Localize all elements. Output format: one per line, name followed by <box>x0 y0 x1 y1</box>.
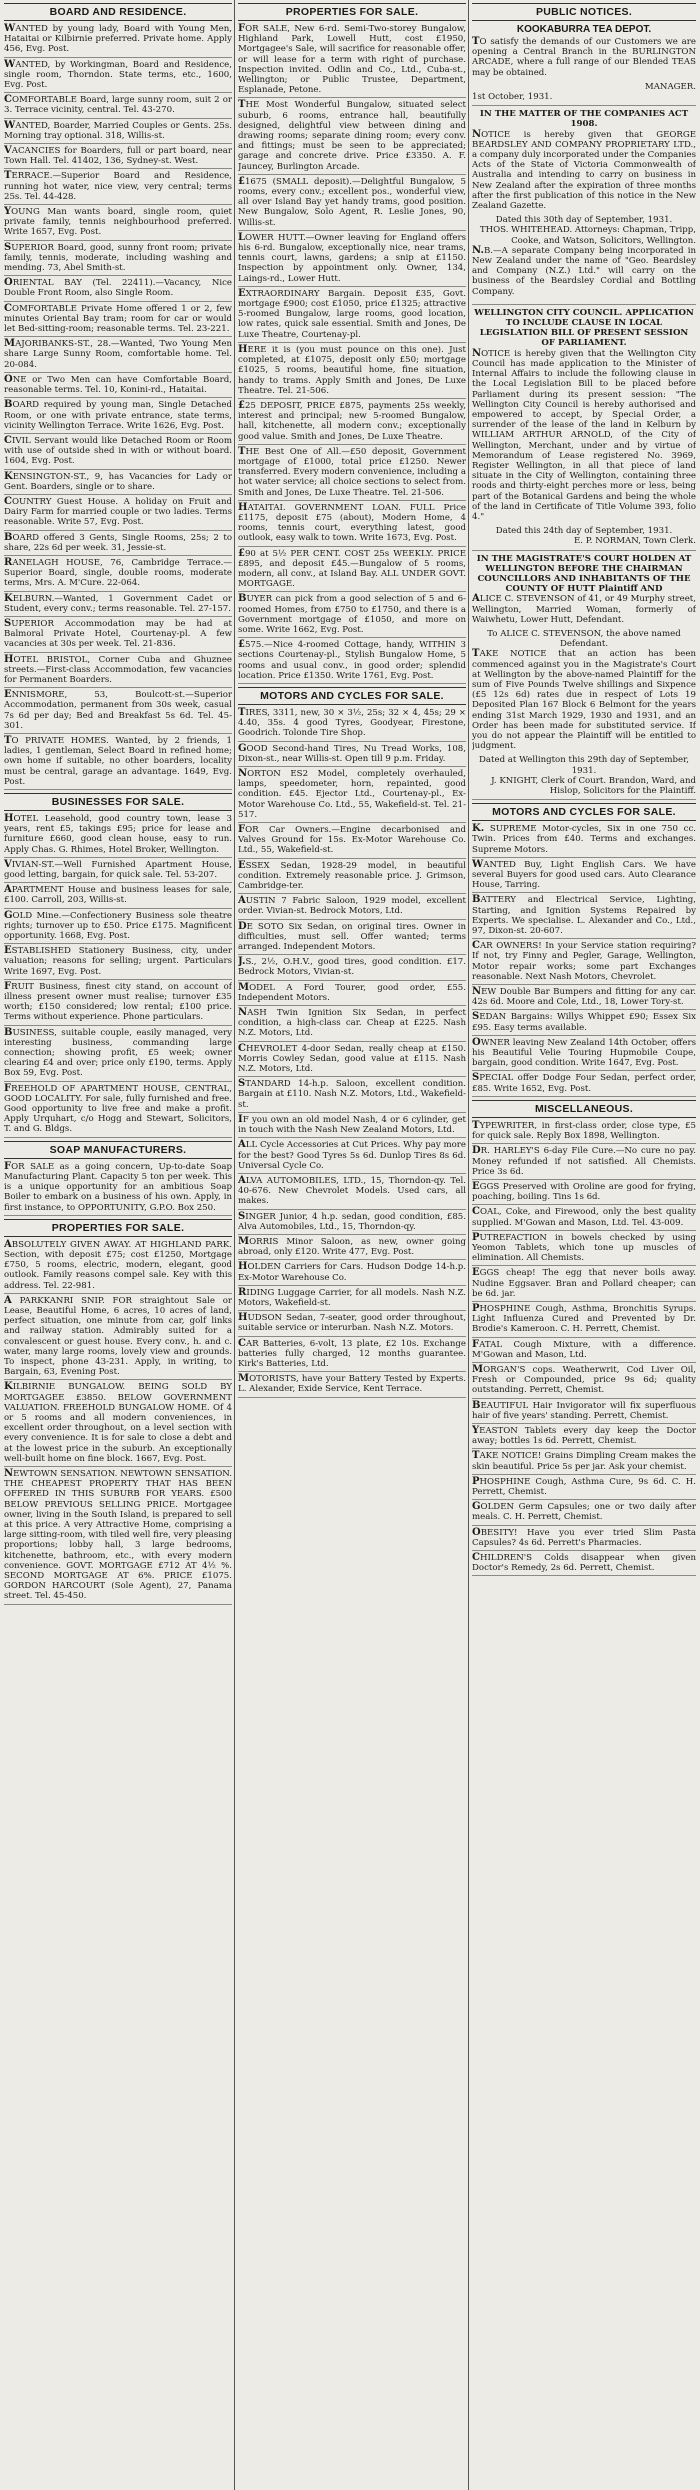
classified-ad: CAR OWNERS! In your Service station requiring? If not, try Finny and Pegler, Garage, Wellington, Motor repair works; some part Exchanges reasonable. Next Nash Motors, Chevrolet. <box>472 941 696 985</box>
classified-ad: BUSINESS, suitable couple, easily managed, very interesting business, commanding large connection; showing profit, £5 week; owner clearing £4 and over; price only £190, terms. Apply Box 59, Evg. Post. <box>4 1028 232 1082</box>
classified-ad: THE Most Wonderful Bungalow, situated select suburb, 6 rooms, entrance hall, beautifully designed, delightful view between dining and drawing rooms; separate dining room; every conv. and fittings; must be seen to be appreciated; garage and concrete drive. Price £3350. A. F. Jauncey, Burlington Arcade. <box>238 100 466 174</box>
classified-ad: £90 at 5½ PER CENT. COST 25s WEEKLY. PRICE £895, and deposit £45.—Bungalow of 5 rooms, modern, all conv., at Island Bay. ALL UNDER GOVT. MORTGAGE. <box>238 549 466 593</box>
classified-ad: SUPERIOR Board, good, sunny front room; private family, tennis, moderate, including washing and mending. 73, Abel Smith-st. <box>4 243 232 277</box>
classified-ad: FOR SALE as a going concern, Up-to-date Soap Manufacturing Plant. Capacity 5 ton per week. This is a unique opportunity for an ambitious Soap Boiler to embark on a business of his own. Apply, in first instance, to OPPORTUNITY, G.P.O. Box 250. <box>4 1162 232 1216</box>
classified-ad: TAKE NOTICE! Grains Dimpling Cream makes the skin beautiful. Price 5s per jar. Ask your chemist. <box>472 1451 696 1474</box>
notice-signature: E. P. NORMAN, Town Clerk. <box>573 536 696 547</box>
classified-ad: MODEL A Ford Tourer, good order, £55. Independent Motors. <box>238 983 466 1006</box>
classified-ad: SPECIAL offer Dodge Four Sedan, perfect order, £85. Write 1652, Evg. Post. <box>472 1073 696 1096</box>
classified-ad: K. SUPREME Motor-cycles, Six in one 750 cc. Twin. Prices from £40. Terms and exchanges. Supreme Motors. <box>472 824 696 858</box>
classified-ad: FOR Car Owners.—Engine decarbonised and Valves Ground for 15s. Ex-Motor Warehouse Co. Ltd., 55, Wakefield-st. <box>238 825 466 859</box>
classified-ad: IF you own an old model Nash, 4 or 6 cylinder, get in touch with the Nash New Zealand Motors, Ltd. <box>238 1115 466 1138</box>
classified-ad: NEW Double Bar Bumpers and fitting for any car. 42s 6d. Moore and Cole, Ltd., 18, Lower Tory-st. <box>472 987 696 1010</box>
classified-ad: ESTABLISHED Stationery Business, city, under valuation; reasons for selling; urgent. Particulars Write 1697, Evg. Post. <box>4 946 232 980</box>
classified-ad: YEASTON Tablets every day keep the Doctor away; bottles 1s 6d. Perrett, Chemist. <box>472 1426 696 1449</box>
classified-ad: ALL Cycle Accessories at Cut Prices. Why pay more for the best? Good Tyres 5s 6d. Dunlop Tires 8s 6d. Universal Cycle Co. <box>238 1140 466 1174</box>
column-2 <box>238 0 466 2490</box>
section-header: BOARD AND RESIDENCE. <box>4 3 232 21</box>
classified-ad: ENNISMORE, 53, Boulcott-st.—Superior Accommodation, permanent from 30s week, casual 7s 6d per day; Bed and Breakfast 5s 6d. Tel. 45-301. <box>4 690 232 734</box>
classified-ad: EXTRAORDINARY Bargain. Deposit £35, Govt. mortgage £900; cost £1050, price £1325; attractive 5-roomed Bungalow, large rooms, good location, low rates, quick sale essential. Smith and Jones, De Luxe Theatre, Courtenay-pl. <box>238 289 466 343</box>
classified-ad: MORGAN'S cops. Weatherwrit, Cod Liver Oil, Fresh or Compounded, price 9s 6d; quality outstanding. Perrett, Chemist. <box>472 1365 696 1399</box>
classified-ad: HOTEL Leasehold, good country town, lease 3 years, rent £5, takings £95; price for lease and furniture £660, good clean house, easy to run. Apply Chas. G. Rhimes, Hotel Broker, Wellington. <box>4 814 232 858</box>
classified-ad: PHOSPHINE Cough, Asthma Cure, 9s 6d. C. H. Perrett, Chemist. <box>472 1477 696 1500</box>
classified-ad: OBESITY! Have you ever tried Slim Pasta Capsules? 4s 6d. Perrett's Pharmacies. <box>472 1528 696 1551</box>
classified-ad: NEWTOWN SENSATION. NEWTOWN SENSATION. THE CHEAPEST PROPERTY THAT HAS BEEN OFFERED IN THIS SUBURB FOR YEARS. £500 BELOW PREVIOUS SELLING PRICE. Mortgagee owner, living in the South Island, is prepared to sell at this price. A very Attractive Home, comprising a large sitting-room, with tiled well fire, very pleasing proportions; lobby hall, 3 large bedrooms, kitchenette, bathroom, etc., with every modern convenience. GOVT. MORTGAGE £712 AT 4½ %. SECOND MORTGAGE AT 6%. PRICE £1075. GORDON HARCOURT (Sole Agent), 27, Panama street. Tel. 45-450. <box>4 1469 232 1605</box>
classified-ad: BATTERY and Electrical Service, Lighting, Starting, and Ignition Systems Repaired by Experts. We specialise. L. Alexander and Co., Ltd., 97, Dixon-st. 20-607. <box>472 895 696 939</box>
classified-ad: ONE or Two Men can have Comfortable Board, reasonable terms. Tel. 10, Konini-rd., Hataitai. <box>4 375 232 398</box>
classified-ad: COAL, Coke, and Firewood, only the best quality supplied. M'Gowan and Mason, Ltd. Tel. 43-009. <box>472 1207 696 1230</box>
classified-ad: DE SOTO Six Sedan, on original tires. Owner in difficulties, must sell. Offer wanted; terms arranged. Independent Motors. <box>238 922 466 956</box>
classified-ad: APARTMENT House and business leases for sale, £100. Carroll, 203, Willis-st. <box>4 885 232 908</box>
section-header: PROPERTIES FOR SALE. <box>238 3 466 21</box>
classified-ad: HUDSON Sedan, 7-seater, good order throughout, suitable service or interurban. Nash N.Z. Motors. <box>238 1313 466 1336</box>
classified-ad: £575.—Nice 4-roomed Cottage, handy, WITHIN 3 sections Courtenay-pl., Stylish Bungalow Home, 5 rooms and usual conv., in good order; splendid location. Price £1350. Write 1761, Evg. Post. <box>238 640 466 684</box>
classified-ad: BOARD required by young man, Single Detached Room, or one with private entrance, state terms, vicinity Wellington Terrace. Write 1626, Evg. Post. <box>4 400 232 434</box>
section-header: SOAP MANUFACTURERS. <box>4 1141 232 1159</box>
classified-ad: A PARKKANRI SNIP. FOR straightout Sale or Lease, Beautiful Home, 6 acres, 10 acres of land, perfect situation, one minute from car, golf links and railway station. Admirably suited for a convalescent or guest house. Every conv., h. and c. water, many large rooms, lovely view and grounds. To inspect, phone 43-231. Apply, in writing, to Bargain, 63, Evening Post. <box>4 1296 232 1381</box>
classified-ad: OWNER leaving New Zealand 14th October, offers his Beautiful Velie Touring Hupmobile Coupe, bargain, good condition. Write 1647, Evg. Post. <box>472 1038 696 1072</box>
classified-ad: BUYER can pick from a good selection of 5 and 6-roomed Homes, from £750 to £1750, and there is a Government mortgage of £1050, and more on some. Write 1662, Evg. Post. <box>238 594 466 638</box>
magistrates-court-notice <box>472 554 696 801</box>
classified-ad: GOOD Second-hand Tires, Nu Tread Works, 108, Dixon-st., near Willis-st. Open till 9 p.m. Friday. <box>238 744 466 767</box>
notice-text: TO satisfy the demands of our Customers we are opening a Central Branch in the BURLINGTON ARCADE, where a full range of our Blended TEAS may be obtained. <box>472 36 696 78</box>
classified-ad: VIVIAN-ST.—Well Furnished Apartment House, good letting, bargain, for quick sale. Tel. 53-207. <box>4 860 232 883</box>
notice-note: N.B.—A separate Company being incorporated in New Zealand under the name of "Geo. Beardsley and Company (N.Z.) Ltd." will carry on the business of the Beardsley Cordial and Bottling Company. <box>472 244 696 297</box>
city-council-notice <box>472 308 696 551</box>
notice-text: TAKE NOTICE that an action has been commenced against you in the Magistrate's Court at Wellington by the above-named Plaintiff for the sum of Five Pounds Twelve shillings and Sixpence (£5 12s 6d) rates due in respect of Lots 19 Deposited Plan 167 Block 6 Belmont for the years ending 31st March 1929, 1930 and 1931, and an Order has been made for substituted service. If you do not appear the Plaintiff will be entitled to judgment. <box>472 648 696 752</box>
classified-ad: GOLDEN Germ Capsules; one or two daily after meals. C. H. Perrett, Chemist. <box>472 1502 696 1525</box>
classified-ad: GOLD Mine.—Confectionery Business sole theatre rights; turnover up to £50. Price £175. Magnificent opportunity. 1668, Evg. Post. <box>4 911 232 945</box>
classified-ad: LOWER HUTT.—Owner leaving for England offers his 6-rd. Bungalow, exceptionally nice, near trams, tennis court, lawns, gardens; a snip at £1150. Inspection by appointment only. Owner, 134, Laings-rd., Lower Hutt. <box>238 233 466 287</box>
classified-ad: EGGS cheap! The egg that never boils away. Nudine Eggsaver. Bran and Pollard cheaper; can be 6d. jar. <box>472 1268 696 1302</box>
classified-ad: BEAUTIFUL Hair Invigorator will fix superfluous hair of five years' standing. Perrett, Chemist. <box>472 1401 696 1424</box>
notice-addressee: To ALICE C. STEVENSON, the above named Defendant. <box>487 628 681 650</box>
classified-ad: TIRES, 3311, new, 30 × 3½, 25s; 32 × 4, 45s; 29 × 4.40, 35s. 4 good Tyres, Goodyear, Firestone, Goodrich. Tolonde Tire Shop. <box>238 708 466 742</box>
notice-defendant: ALICE C. STEVENSON of 41, or 49 Murphy street, Wellington, Married Woman, formerly of Waiwhetu, Lower Hutt, Defendant. <box>472 593 696 625</box>
classified-ad: ALVA AUTOMOBILES, LTD., 15, Thorndon-qy. Tel. 40-676. New Chevrolet Models. Used cars, all makes. <box>238 1176 466 1210</box>
notice-date: 1st October, 1931. <box>472 92 553 103</box>
classified-ad: YOUNG Man wants board, single room, quiet private family, tennis neighbourhood preferred. Write 1657, Evg. Post. <box>4 207 232 241</box>
section-header: BUSINESSES FOR SALE. <box>4 793 232 811</box>
classified-ad: NASH Twin Ignition Six Sedan, in perfect condition, a high-class car. Cheap at £225. Nash N.Z. Motors, Ltd. <box>238 1008 466 1042</box>
classified-ad: FRUIT Business, finest city stand, on account of illness present owner must realise; turnover £35 worth; £150 considered; low rental; £100 price. Terms without experience. Phone particulars. <box>4 982 232 1026</box>
column-divider <box>468 0 469 2490</box>
classified-ad: WANTED, Boarder, Married Couples or Gents. 25s. Morning tray optional. 318, Willis-st. <box>4 121 232 144</box>
classified-ad: KENSINGTON-ST., 9, has Vacancies for Lady or Gent. Boarders, single or to share. <box>4 472 232 495</box>
classified-ad: COUNTRY Guest House. A holiday on Fruit and Dairy Farm for married couple or two ladies. Terms reasonable. Write 57, Evg. Post. <box>4 497 232 531</box>
notice-date: Dated this 24th day of September, 1931. <box>495 526 673 537</box>
classified-ad: MORRIS Minor Saloon, as new, owner going abroad, only £120. Write 477, Evg. Post. <box>238 1237 466 1260</box>
notice-title: KOOKABURRA TEA DEPOT. <box>516 24 652 35</box>
classified-ad: KELBURN.—Wanted, 1 Government Cadet or Student, every conv.; terms reasonable. Tel. 27-157. <box>4 594 232 617</box>
classified-ad: WANTED Buy, Light English Cars. We have several Buyers for good used cars. Auto Clearance House, Tarring. <box>472 860 696 894</box>
classified-ad: ABSOLUTELY GIVEN AWAY. AT HIGHLAND PARK. Section, with deposit £75; cost £1250, Mortgage £750, 5 rooms, electric, modern, elegant, good outlook. Family reasons compel sale. Key with this address. Tel. 22-981. <box>4 1240 232 1294</box>
notice-title: WELLINGTON CITY COUNCIL. APPLICATION TO INCLUDE CLAUSE IN LOCAL LEGISLATION BILL OF PRESENT SESSION OF PARLIAMENT. <box>474 307 694 349</box>
classified-ad: KILBIRNIE BUNGALOW. BEING SOLD BY MORTGAGEE £3850. BELOW GOVERNMENT VALUATION. FREEHOLD BUNGALOW HOME. Of 4 or 5 rooms and all modern conveniences, in excellent order throughout, on a level section with every convenience. It is for sale to close a debt and at the lowest price in the suburb. An exceptionally well-built home on fine block. 1667, Evg. Post. <box>4 1382 232 1467</box>
companies-act-notice <box>472 109 696 305</box>
classified-ad: WANTED by young lady, Board with Young Men, Hataitai or Kilbirnie preferred. Private home. Apply 456, Evg. Post. <box>4 24 232 58</box>
classified-ad: HOTEL BRISTOL, Corner Cuba and Ghuznee streets.—First-class Accommodation, few vacancies for Permanent Boarders. <box>4 655 232 689</box>
classified-ad: FREEHOLD OF APARTMENT HOUSE, CENTRAL, GOOD LOCALITY. For sale, fully furnished and free. Good opportunity to live free and make a profit. Apply Urquhart, c/o Hogg and Stewart, Solicitors, T. and G. Bldgs. <box>4 1084 232 1138</box>
classified-ad: BOARD offered 3 Gents, Single Rooms, 25s; 2 to share, 22s 6d per week. 31, Jessie-st. <box>4 533 232 556</box>
section-header: MOTORS AND CYCLES FOR SALE. <box>472 803 696 821</box>
classified-ad: THE Best One of All.—£50 deposit, Government mortgage of £1000, total price £1250. Newer transferred. Every modern convenience, including a hot water service; all choice sections to select from. Smith and Jones, De Luxe Theatre. Tel. 21-506. <box>238 447 466 501</box>
classified-ad: SEDAN Bargains: Willys Whippet £90; Essex Six £95. Easy terms available. <box>472 1012 696 1035</box>
classified-ad: MOTORISTS, have your Battery Tested by Experts. L. Alexander, Exide Service, Kent Terrace. <box>238 1374 466 1397</box>
classified-ad: PHOSPHINE Cough, Asthma, Bronchitis Syrups. Light Influenza Cured and Prevented by Dr. Brodie's Kameroon. C. H. Perrett, Chemist. <box>472 1304 696 1338</box>
notice-title: IN THE MAGISTRATE'S COURT HOLDEN AT WELLINGTON BEFORE THE CHAIRMAN COUNCILLORS AND INHABITANTS OF THE COUNTY OF HUTT Plaintiff AND <box>476 553 692 595</box>
notice-signature: MANAGER. <box>644 81 696 92</box>
classified-ad: ESSEX Sedan, 1928-29 model, in beautiful condition. Extremely reasonable price. J. Grimson, Cambridge-ter. <box>238 861 466 895</box>
classified-ad: £1675 (SMALL deposit).—Delightful Bungalow, 5 rooms, every conv.; excellent pos., wonderful view, all over Island Bay yet handy trams, good position. New Bungalow, Solo Agent, R. Leslie Jones, 90, Willis-st. <box>238 177 466 231</box>
classified-ad: STANDARD 14-h.p. Saloon, excellent condition. Bargain at £110. Nash N.Z. Motors, Ltd., Wakefield-st. <box>238 1079 466 1113</box>
misc-list <box>472 1121 696 1577</box>
classified-ad: COMFORTABLE Board, large sunny room, suit 2 or 3. Terrace vicinity, central. Tel. 43-270. <box>4 95 232 118</box>
column-1 <box>4 0 232 2490</box>
classified-ad: CHILDREN'S Colds disappear when given Doctor's Remedy, 2s 6d. Perrett, Chemist. <box>472 1553 696 1576</box>
column-divider <box>234 0 235 2490</box>
classified-ad: ORIENTAL BAY (Tel. 22411).—Vacancy, Nice Double Front Room, also Single Room. <box>4 278 232 301</box>
classified-ad: RANELAGH HOUSE, 76, Cambridge Terrace.—Superior Board, single, double rooms, moderate terms, Mrs. A. M'Cure. 22-064. <box>4 558 232 592</box>
notice-date: Dated this 30th day of September, 1931. <box>495 215 673 226</box>
classified-ad: WANTED, by Workingman, Board and Residence, single room, Thorndon. State terms, etc., 1600, Evg. Post. <box>4 60 232 94</box>
notice-text: NOTICE is hereby given that GEORGE BEARDSLEY AND COMPANY PROPRIETARY LTD., a company duly incorporated under the Companies Acts of the State of Victoria Commonwealth of Australia and intending to carry on business in New Zealand after the expiration of three months after the first publication of this notice in the New Zealand Gazette. <box>472 128 696 212</box>
section-header: PROPERTIES FOR SALE. <box>4 1219 232 1237</box>
classified-ad: CAR Batteries, 6-volt, 13 plate, £2 10s. Exchange batteries fully charged, 12 months guarantee. Kirk's Batteries, Ltd. <box>238 1339 466 1373</box>
classified-ad: TERRACE.—Superior Board and Residence, running hot water, nice view, very central; terms 25s. Tel. 44-428. <box>4 171 232 205</box>
classified-ad: HOLDEN Carriers for Cars. Hudson Dodge 14-h.p. Ex-Motor Warehouse Co. <box>238 1262 466 1285</box>
classified-ad: SUPERIOR Accommodation may be had at Balmoral Private Hotel, Courtenay-pl. A few vacancies at 30s per week. Tel. 21-836. <box>4 619 232 653</box>
classified-ad: NORTON ES2 Model, completely overhauled, lamps, speedometer, horn, repainted, good condition. £45. Ejector Ltd., Courtenay-pl., Ex-Motor Warehouse Co. Ltd., 55, Wakefield-st. Tel. 21-517. <box>238 769 466 823</box>
motors-list <box>472 824 696 1097</box>
notice-text: NOTICE is hereby given that the Wellington City Council has made application to the Minister of Internal Affairs to include the following clause in the Local Legislation Bill to be placed before Parliament during its present session: "The Wellington City Council is hereby authorised and empowered to accept, by Special Order, a surrender of the lease of the land in Kelburn by WILLIAM ARTHUR ARNOLD, of the City of Wellington, Merchant, under and by virtue of Memorandum of Lease registered No. 3969, Register Wellington, in all that piece of land situate in the City of Wellington, containing three roods and thirty-eight perches more or less, being part of the Botanical Gardens and being the whole of the land in Certificate of Title Volume 393, folio 4." <box>472 347 696 522</box>
classified-ad: FOR SALE, New 6-rd. Semi-Two-storey Bungalow, Highland Park, Lowell Hutt, cost £1950, Mortgagee's Sale, will sacrifice for reasonable offer, or will lease for a term with right of purchase. Inspection invited. Odlin and Co., Ltd., Cuba-st., Wellington; or Public Trustee, Department, Esplanade, Petone. <box>238 24 466 98</box>
classified-ad: MAJORIBANKS-ST., 28.—Wanted, Two Young Men share Large Sunny Room, comfortable home. Tel. 20-084. <box>4 339 232 373</box>
notice-signature: J. KNIGHT, Clerk of Court. Brandon, Ward, and Hislop, Solicitors for the Plaintiff. <box>491 775 696 797</box>
classified-ad: AUSTIN 7 Fabric Saloon, 1929 model, excellent order. Vivian-st. Bedrock Motors, Ltd. <box>238 896 466 919</box>
classified-ad: FATAL Cough Mixture, with a difference. M'Gowan and Mason, Ltd. <box>472 1340 696 1363</box>
classified-ad: HERE it is (you must pounce on this one). Just completed, at £1075, deposit only £50; mortgage £1025, 5 rooms, beautiful home, fine situation, handy to trams. Apply Smith and Jones, De Luxe Theatre. Tel. 21-506. <box>238 345 466 399</box>
classified-ad: CHEVROLET 4-door Sedan, really cheap at £150. Morris Cowley Sedan, good value at £115. Nash N.Z. Motors, Ltd. <box>238 1044 466 1078</box>
section-header: PUBLIC NOTICES. <box>472 3 696 21</box>
kookaburra-notice <box>472 24 696 106</box>
classified-ad: RIDING Luggage Carrier, for all models. Nash N.Z. Motors, Wakefield-st. <box>238 1288 466 1311</box>
notice-title: IN THE MATTER OF THE COMPANIES ACT 1908. <box>479 109 689 130</box>
section-header: MISCELLANEOUS. <box>472 1100 696 1118</box>
section-header: MOTORS AND CYCLES FOR SALE. <box>238 687 466 705</box>
notice-signature: THOS. WHITEHEAD. Attorneys: Chapman, Tripp, Cooke, and Watson, Solicitors, Wellington. <box>479 225 696 246</box>
classified-ad: CIVIL Servant would like Detached Room or Room with use of outside shed in with or without board. 1604, Evg. Post. <box>4 436 232 470</box>
classified-ad: SINGER Junior, 4 h.p. sedan, good condition, £85. Alva Automobiles, Ltd., 15, Thorndon-qy. <box>238 1212 466 1235</box>
notice-date: Dated at Wellington this 29th day of September, 1931. <box>479 755 689 776</box>
column-3 <box>472 0 696 2490</box>
classified-ad: EGGS Preserved with Oroline are good for frying, poaching, boiling. Tins 1s 6d. <box>472 1182 696 1205</box>
classified-ad: COMFORTABLE Private Home offered 1 or 2, few minutes Oriental Bay tram; room for car or would let Bed-sitting-room; reasonable terms. Tel. 23-221. <box>4 304 232 338</box>
classified-ad: TO PRIVATE HOMES. Wanted, by 2 friends, 1 ladies, 1 gentleman, Select Board in refined home; own home if suitable, no other boarders, locality must be central, garage an advantage. 1649, Evg. Post. <box>4 736 232 790</box>
classified-ad: DR. HARLEY'S 6-day File Cure.—No cure no pay. Money refunded if not satisfied. All Chemists. Price 3s 6d. <box>472 1146 696 1180</box>
classified-ad: £25 DEPOSIT, PRICE £875, payments 25s weekly, interest and principal; new 5-roomed Bungalow, hall, kitchenette, all modern conv.; exceptionally good value. Smith and Jones, De Luxe Theatre. <box>238 401 466 445</box>
classified-ad: HATAITAI. GOVERNMENT LOAN. FULL Price £1175, deposit £75 (about), Modern Home, 4 rooms, tennis court, everything latest, good outlook, easy walk to town. Write 1673, Evg. Post. <box>238 503 466 547</box>
classified-ad: J.S., 2½, O.H.V., good tires, good condition. £17. Bedrock Motors, Vivian-st. <box>238 957 466 980</box>
classified-ad: TYPEWRITER, in first-class order, close type, £5 for quick sale. Reply Box 1898, Wellington. <box>472 1121 696 1144</box>
classified-ad: VACANCIES for Boarders, full or part board, near Town Hall. Tel. 41402, 136, Sydney-st. West. <box>4 146 232 169</box>
classified-ad: PUTREFACTION in bowels checked by using Yeomon Tablets, which tone up muscles of elimination. All Chemists. <box>472 1233 696 1267</box>
